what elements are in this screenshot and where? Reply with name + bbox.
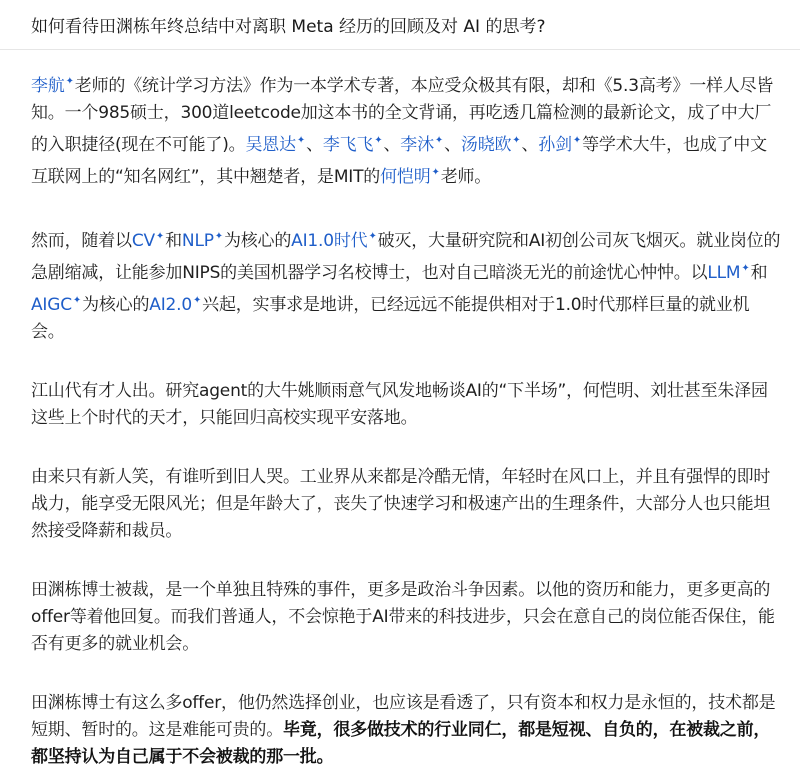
sparkle-icon: ✦ <box>431 167 440 178</box>
answer-paragraph-2 <box>31 223 781 346</box>
sparkle-icon: ✦ <box>65 76 74 87</box>
bold-text: 毕竟，很多做技术的行业同仁，都是短视、自负的，在被裁之前，都坚持认为自己属于不会被裁的那一批。 <box>31 720 771 767</box>
keyword-link-sun-jian[interactable]: 孙剑 <box>538 135 572 155</box>
keyword-link-tang-xiaoou[interactable]: 汤晓欧 <box>460 135 512 155</box>
keyword-link-nlp[interactable]: NLP <box>181 231 214 251</box>
keyword-link-cv[interactable]: CV <box>131 231 155 251</box>
keyword-link-li-mu[interactable]: 李沐 <box>400 135 434 155</box>
answer-paragraph-4: 由来只有新人笑，有谁听到旧人哭。工业界从来都是冷酷无情，年轻时在风口上，并且有强悍的即时战力，能享受无限风光；但是年龄大了，丧失了快速学习和极速产出的生理条件，大部分人也只能坦然接受降薪和裁员。 <box>31 467 771 541</box>
paragraph-text: 和 <box>750 263 768 283</box>
paragraph-text: 老师。 <box>440 167 492 187</box>
sparkle-icon: ✦ <box>72 295 82 306</box>
sparkle-icon: ✦ <box>368 231 377 242</box>
paragraph-text: 等学术大牛，也成了中文互联网上的“知名网红”，其中翘楚者，是MIT的 <box>31 135 767 187</box>
keyword-link-wu-enda[interactable]: 吴恩达 <box>245 135 296 155</box>
keyword-link-li-hang[interactable]: 李航 <box>31 76 65 96</box>
paragraph-text: 田渊栋博士有这么多offer，他仍然选择创业，也应该是看透了，只有资本和权力是永恒的，技术都是短期、暂时的。这是难能可贵的。 <box>31 693 776 740</box>
paragraph-text: 兴起，实事求是地讲，已经远远不能提供相对于1.0时代那样巨量的就业机会。 <box>31 295 750 342</box>
answer-paragraph-6 <box>31 690 781 771</box>
sparkle-icon: ✦ <box>192 295 202 306</box>
paragraph-text: 、 <box>521 135 539 155</box>
answer-paragraph-3: 江山代有才人出。研究agent的大牛姚顺雨意气风发地畅谈AI的“下半场”，何恺明、刘壮甚至朱泽园这些上个时代的天才，只能回归高校实现平安落地。 <box>31 381 768 428</box>
sparkle-icon: ✦ <box>572 135 582 146</box>
paragraph-text: 、 <box>444 135 461 155</box>
question-title-text[interactable]: 如何看待田渊栋年终总结中对离职 Meta 经历的回顾及对 AI 的思考? <box>31 17 546 37</box>
sparkle-icon: ✦ <box>434 135 444 146</box>
paragraph-text: 和 <box>165 231 182 251</box>
sparkle-icon: ✦ <box>374 135 383 146</box>
keyword-link-ai1-era[interactable]: AI1.0时代 <box>291 231 368 251</box>
paragraph-text: 然而，随着以 <box>31 231 132 251</box>
keyword-link-ai2[interactable]: AI2.0 <box>149 295 192 315</box>
paragraph-text: 破灭，大量研究院和AI初创公司灰飞烟灭。就业岗位的急剧缩减，让能参加NIPS的美国机器学习名校博士，也对自己暗淡无光的前途忧心忡忡。以 <box>31 231 781 283</box>
answer-content <box>0 50 781 771</box>
keyword-link-llm[interactable]: LLM <box>707 263 741 283</box>
sparkle-icon: ✦ <box>214 231 223 242</box>
answer-paragraph-1 <box>31 68 781 191</box>
question-title[interactable] <box>0 0 800 50</box>
paragraph-text: 为核心的 <box>223 231 292 251</box>
keyword-link-aigc[interactable]: AIGC <box>31 295 72 315</box>
keyword-link-he-kaiming[interactable]: 何恺明 <box>380 167 431 187</box>
paragraph-text: 为核心的 <box>82 295 150 315</box>
sparkle-icon: ✦ <box>155 231 165 242</box>
sparkle-icon: ✦ <box>741 263 750 274</box>
paragraph-text: 老师的《统计学习方法》作为一本学术专著，本应受众极其有限，却和《5.3高考》一样人尽皆知。一个985硕士，300道leetcode加这本书的全文背诵，再吃透几篇检测的最新论文，成了中大厂的入职捷径(现在不可能了)。 <box>31 76 774 155</box>
keyword-link-li-feifei[interactable]: 李飞飞 <box>322 135 374 155</box>
paragraph-text: 、 <box>383 135 401 155</box>
answer-paragraph-5: 田渊栋博士被裁，是一个单独且特殊的事件，更多是政治斗争因素。以他的资历和能力，更多更高的offer等着他回复。而我们普通人，不会惊艳于AI带来的科技进步，只会在意自己的岗位能否保住，能否有更多的就业机会。 <box>31 580 775 654</box>
paragraph-text: 、 <box>306 135 323 155</box>
sparkle-icon: ✦ <box>512 135 521 146</box>
sparkle-icon: ✦ <box>296 135 306 146</box>
